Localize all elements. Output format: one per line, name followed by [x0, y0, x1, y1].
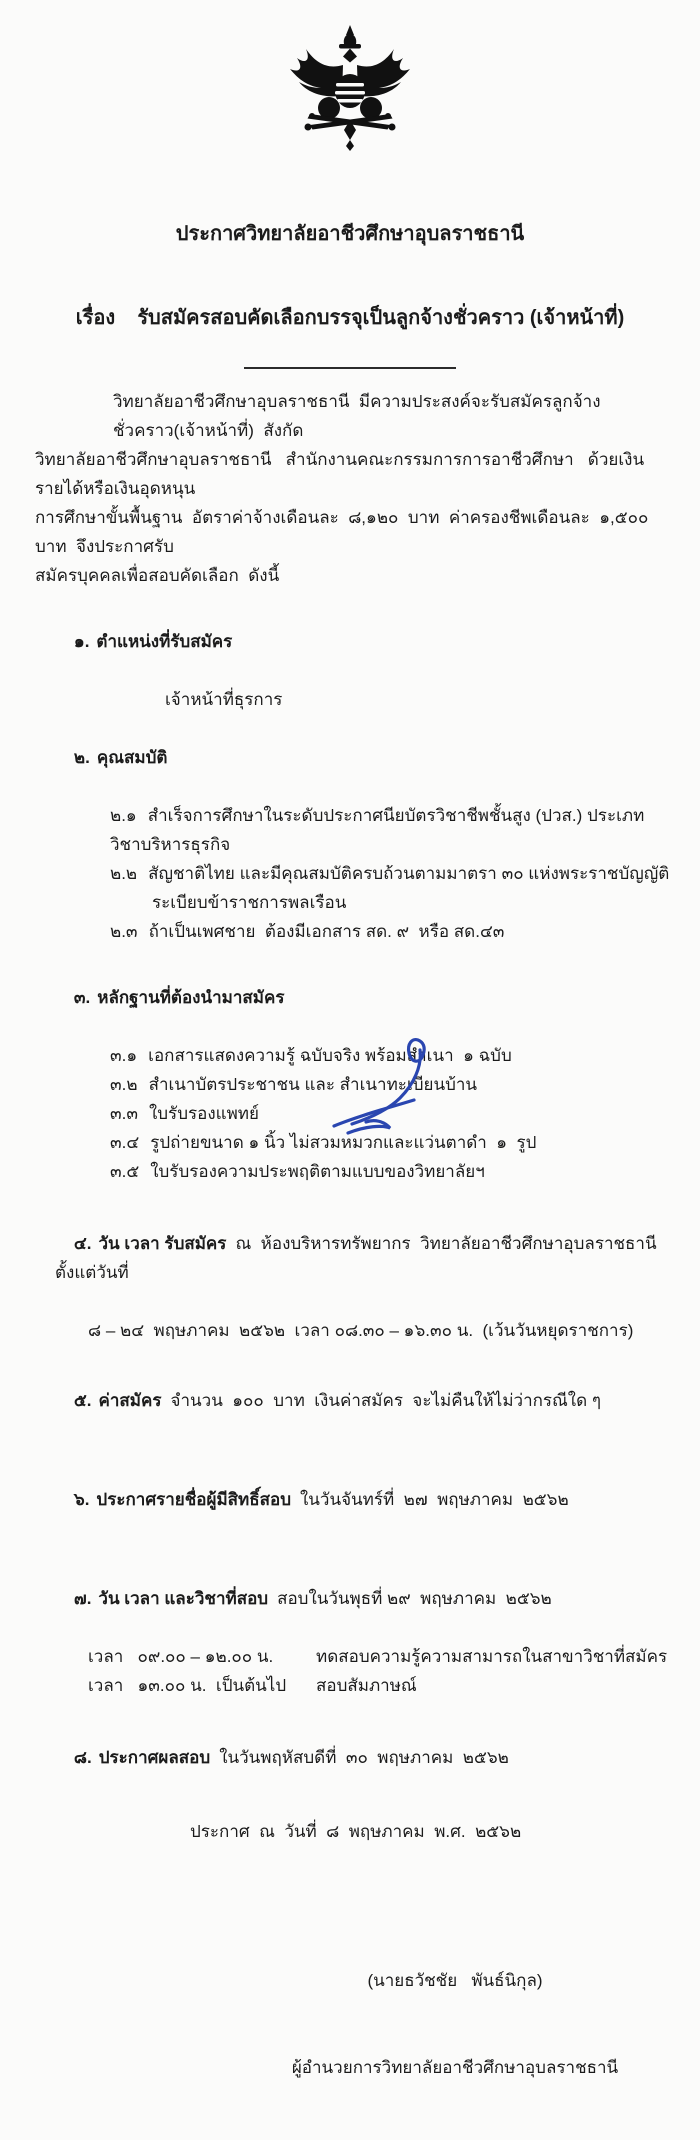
section-heading: ประกาศรายชื่อผู้มีสิทธิ์สอบ [96, 1490, 291, 1509]
intro-line: สมัครบุคคลเพื่อสอบคัดเลือก ดังนี้ [35, 566, 280, 585]
exam-activity: ทดสอบความรู้ความสามารถในสาขาวิชาที่สมัคร [316, 1647, 668, 1666]
section-application-period [55, 1200, 670, 1316]
section-text: ในวันพฤหัสบดีที่ ๓๐ พฤษภาคม ๒๕๖๒ [219, 1748, 509, 1767]
qualification-item [110, 859, 670, 888]
intro-line: วิทยาลัยอาชีวศึกษาอุบลราชธานี มีความประสงค์จะรับสมัครลูกจ้างชั่วคราว(เจ้าหน้าที่) สังกัด [113, 392, 601, 440]
section-number: ๔. [73, 1234, 92, 1253]
item-number: ๓.๕ [110, 1162, 140, 1181]
section-number: ๖. [73, 1490, 90, 1509]
item-number: ๓.๓ [110, 1104, 138, 1123]
garuda-emblem-icon [275, 22, 425, 154]
section-number: ๓. [73, 988, 91, 1007]
item-text: ใบรับรองแพทย์ [148, 1104, 259, 1123]
exam-schedule-row [88, 1642, 670, 1671]
announcement-subject: เรื่อง รับสมัครสอบคัดเลือกบรรจุเป็นลูกจ้างชั่วคราว (เจ้าหน้าที่) [75, 307, 625, 329]
emblem-area [0, 0, 700, 156]
item-number: ๒.๑ [110, 806, 137, 825]
signer-name: (นายธวัชชัย พันธ์นิกุล) [367, 1971, 543, 1990]
item-number: ๓.๒ [110, 1075, 138, 1094]
item-number: ๓.๑ [110, 1046, 138, 1065]
item-text: เอกสารแสดงความรู้ ฉบับจริง พร้อมสำเนา ๑ ฉบับ [148, 1046, 512, 1065]
section-text: ในวันจันทร์ที่ ๒๗ พฤษภาคม ๒๕๖๒ [300, 1490, 569, 1509]
header-divider [244, 367, 456, 369]
announcement-title: ประกาศวิทยาลัยอาชีวศึกษาอุบลราชธานี [175, 223, 525, 245]
item-number: ๓.๔ [110, 1133, 140, 1152]
signature-area [322, 1036, 446, 1145]
section-eligible-list [55, 1456, 670, 1543]
section-text: ณ ห้องบริหารทรัพยากร วิทยาลัยอาชีวศึกษาอุบลราชธานี ตั้งแต่วันที่ [55, 1234, 667, 1282]
item-text: ใบรับรองความประพฤติตามแบบของวิทยาลัยฯ [150, 1162, 485, 1181]
section-heading: คุณสมบัติ [96, 748, 168, 767]
item-text: สำเนาบัตรประชาชน และ สำเนาทะเบียนบ้าน [148, 1075, 478, 1094]
exam-activity: สอบสัมภาษณ์ [316, 1676, 417, 1695]
qualification-item-continuation: ระเบียบข้าราชการพลเรือน [152, 893, 347, 912]
item-text: รูปถ่ายขนาด ๑ นิ้ว ไม่สวมหมวกและแว่นตาดำ ๑ รูป [150, 1133, 537, 1152]
section-position [55, 598, 670, 685]
signer-title: ผู้อำนวยการวิทยาลัยอาชีวศึกษาอุบลราชธานี [291, 2058, 619, 2077]
intro-line: การศึกษาขั้นพื้นฐาน อัตราค่าจ้างเดือนละ ๘,๑๒๐ บาท ค่าครองชีพเดือนละ ๑,๕๐๐ บาท จึงประกาศรับ [35, 508, 658, 556]
section-number: ๑. [73, 632, 90, 651]
section-heading: หลักฐานที่ต้องนำมาสมัคร [97, 988, 285, 1007]
exam-schedule-row [88, 1671, 670, 1700]
section-heading: ค่าสมัคร [98, 1391, 162, 1410]
position-name: เจ้าหน้าที่ธุรการ [165, 690, 283, 709]
section-text: สอบในวันพุธที่ ๒๙ พฤษภาคม ๒๕๖๒ [277, 1589, 552, 1608]
item-number: ๒.๓ [110, 922, 138, 941]
section-exam [55, 1555, 670, 1642]
section-number: ๗. [73, 1589, 92, 1608]
qualification-item [110, 801, 670, 859]
section-heading: วัน เวลา รับสมัคร [98, 1234, 227, 1253]
item-text: สัญชาติไทย และมีคุณสมบัติครบถ้วนตามมาตรา ๓๐ แห่งพระราชบัญญัติ [148, 864, 670, 883]
section-qualifications [55, 714, 670, 801]
section-results [55, 1714, 670, 1801]
section-text: จำนวน ๑๐๐ บาท เงินค่าสมัคร จะไม่คืนให้ไม่ว่ากรณีใด ๆ [170, 1391, 602, 1410]
section-heading: ตำแหน่งที่รับสมัคร [96, 632, 233, 651]
section-heading: วัน เวลา และวิชาที่สอบ [98, 1589, 269, 1608]
application-period-dates: ๘ – ๒๔ พฤษภาคม ๒๕๖๒ เวลา ๐๘.๓๐ – ๑๖.๓๐ น. (เว้นวันหยุดราชการ) [88, 1321, 634, 1340]
intro-line: วิทยาลัยอาชีวศึกษาอุบลราชธานี สำนักงานคณะกรรมการการอาชีวศึกษา ด้วยเงินรายได้หรือเงินอุดหนุน [35, 450, 645, 498]
section-documents [55, 954, 670, 1041]
section-fee [55, 1357, 670, 1444]
exam-time: เวลา ๐๙.๐๐ – ๑๒.๐๐ น. [88, 1647, 274, 1666]
item-number: ๒.๒ [110, 864, 138, 883]
header-block [0, 164, 700, 360]
section-heading: ประกาศผลสอบ [98, 1748, 211, 1767]
issued-date-line: ประกาศ ณ วันที่ ๘ พฤษภาคม พ.ศ. ๒๕๖๒ [190, 1822, 522, 1841]
signature-scribble-icon [322, 1036, 446, 1140]
exam-time: เวลา ๑๓.๐๐ น. เป็นต้นไป [88, 1676, 287, 1695]
qualification-item [110, 917, 670, 946]
section-number: ๕. [73, 1391, 92, 1410]
section-number: ๘. [73, 1748, 92, 1767]
document-body [0, 387, 700, 2140]
signer-block [175, 1908, 700, 2140]
document-item [110, 1157, 670, 1186]
section-number: ๒. [73, 748, 90, 767]
intro-paragraph [35, 387, 670, 590]
item-text: ถ้าเป็นเพศชาย ต้องมีเอกสาร สด. ๙ หรือ สด.๔๓ [148, 922, 505, 941]
item-text: สำเร็จการศึกษาในระดับประกาศนียบัตรวิชาชีพชั้นสูง (ปวส.) ประเภทวิชาบริหารธุรกิจ [110, 806, 645, 854]
